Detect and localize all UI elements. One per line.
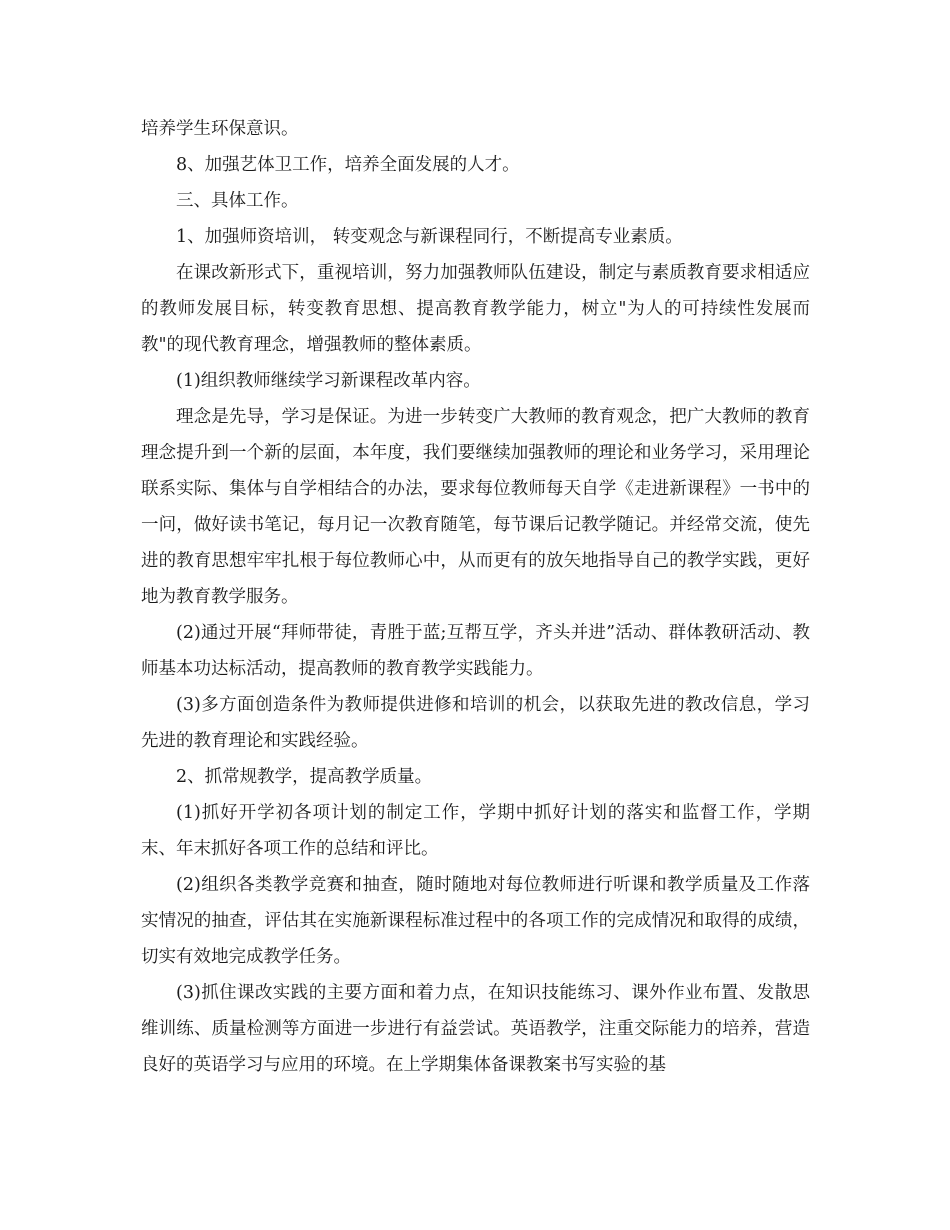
paragraph: 8、加强艺体卫工作，培养全面发展的人才。 (176, 155, 520, 175)
paragraph: 在课改新形式下，重视培训，努力加强教师队伍建设，制定与素质教育要求相适应的教师发展目标，转变教育思想、提高教育教学能力，树立"为人的可持续性发展而教"的现代教育理念，增强教师的整体素质。 (141, 263, 810, 355)
list-item: (2)通过开展“拜师带徒，青胜于蓝;互帮互学，齐头并进”活动、群体教研活动、教师基本功达标活动，提高教师的教育教学实践能力。 (141, 623, 810, 679)
paragraph: 理念是先导，学习是保证。为进一步转变广大教师的教育观念，把广大教师的教育理念提升到一个新的层面，本年度，我们要继续加强教师的理论和业务学习，采用理论联系实际、集体与自学相结合的办法，要求每位教师每天自学《走进新课程》一书中的一问，做好读书笔记，每月记一次教育随笔，每节课后记教学随记。并经常交流，使先进的教育思想牢牢扎根于每位教师心中，从而更有的放矢地指导自己的教学实践，更好地为教育教学服务。 (141, 407, 810, 607)
paragraph: 培养学生环保意识。 (141, 119, 299, 139)
list-item: (2)组织各类教学竞赛和抽查，随时随地对每位教师进行听课和教学质量及工作落实情况的抽查，评估其在实施新课程标准过程中的各项工作的完成情况和取得的成绩，切实有效地完成教学任务。 (141, 875, 810, 967)
list-item: (3)抓住课改实践的主要方面和着力点，在知识技能练习、课外作业布置、发散思维训练、质量检测等方面进一步进行有益尝试。英语教学，注重交际能力的培养，营造良好的英语学习与应用的环境。在上学期集体备课教案书写实验的基 (141, 983, 810, 1075)
subsection-heading: 1、加强师资培训， 转变观念与新课程同行，不断提高专业素质。 (176, 227, 683, 247)
list-item: (3)多方面创造条件为教师提供进修和培训的机会，以获取先进的教改信息，学习先进的教育理论和实践经验。 (141, 695, 810, 751)
document-page (141, 111, 810, 1083)
list-item-heading: (1)组织教师继续学习新课程改革内容。 (176, 371, 481, 391)
section-heading: 三、具体工作。 (176, 191, 299, 211)
list-item: (1)抓好开学初各项计划的制定工作，学期中抓好计划的落实和监督工作，学期末、年末抓好各项工作的总结和评比。 (141, 803, 810, 859)
subsection-heading: 2、抓常规教学，提高教学质量。 (176, 767, 433, 787)
